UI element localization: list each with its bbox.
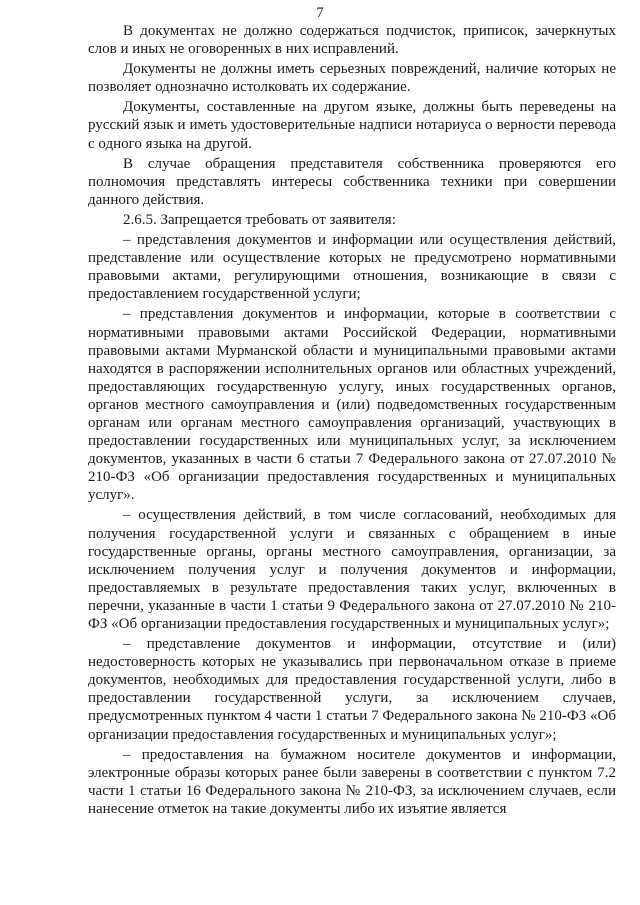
page-number: 7	[316, 5, 324, 21]
paragraph-corrections: В документах не должно содержаться подчисток, приписок, зачеркнутых слов и иных не оговоренных в них исправлений.	[88, 23, 616, 58]
list-item-prohibition-4: – представление документов и информации, отсутствие и (или) недостоверность которых не указывались при первоначальном отказе в приеме документов, необходимых для предоставления государственной услуги, либо в предоставлении государственной услуги, за исключением случаев, предусмотренных пунктом 4 части 1 статьи 7 Федерального закона № 210-ФЗ «Об организации предоставления государственных и муниципальных услуг»;	[88, 636, 616, 743]
list-item-prohibition-3: – осуществления действий, в том числе согласований, необходимых для получения государственной услуги и связанных с обращением в иные государственные органы, органы местного самоуправления, организации, за исключением получения услуг и получения документов и информации, предоставляемых в результате предоставления таких услуг, включенных в перечни, указанные в части 1 статьи 9 Федерального закона от 27.07.2010 № 210-ФЗ «Об организации предоставления государственных и муниципальных услуг»;	[88, 507, 616, 632]
document-body	[88, 22, 616, 818]
paragraph-translation: Документы, составленные на другом языке, должны быть переведены на русский язык и иметь удостоверительные надписи нотариуса о верности перевода с одного языка на другой.	[88, 99, 616, 152]
list-item-prohibition-2: – представления документов и информации, которые в соответствии с нормативными правовыми актами Российской Федерации, нормативными правовыми актами Мурманской области и муниципальными правовыми актами находятся в распоряжении исполнительных органов или областных учреждений, предоставляющих государственную услугу, иных государственных органов, органов местного самоуправления и (или) подведомственных государственным органам или органам местного самоуправления организаций, участвующих в предоставлении государственных или муниципальных услуг, за исключением документов, указанных в части 6 статьи 7 Федерального закона от 27.07.2010 № 210-ФЗ «Об организации предоставления государственных и муниципальных услуг».	[88, 306, 616, 504]
list-item-prohibition-5: – предоставления на бумажном носителе документов и информации, электронные образы которых ранее были заверены в соответствии с пунктом 7.2 части 1 статьи 16 Федерального закона № 210-ФЗ, за исключением случаев, если нанесение отметок на такие документы либо их изъятие является	[88, 746, 616, 817]
paragraph-damage: Документы не должны иметь серьезных повреждений, наличие которых не позволяет однозначно истолковать их содержание.	[88, 61, 616, 96]
paragraph-representative: В случае обращения представителя собственника проверяются его полномочия представлять интересы собственника техники при совершении данного действия.	[88, 155, 616, 208]
section-heading-2-6-5: 2.6.5. Запрещается требовать от заявителя:	[123, 211, 396, 228]
list-item-prohibition-1: – представления документов и информации или осуществления действий, представление или осуществление которых не предусмотрено нормативными правовыми актами, регулирующими отношения, возникающие в связи с предоставлением государственной услуги;	[88, 232, 616, 303]
